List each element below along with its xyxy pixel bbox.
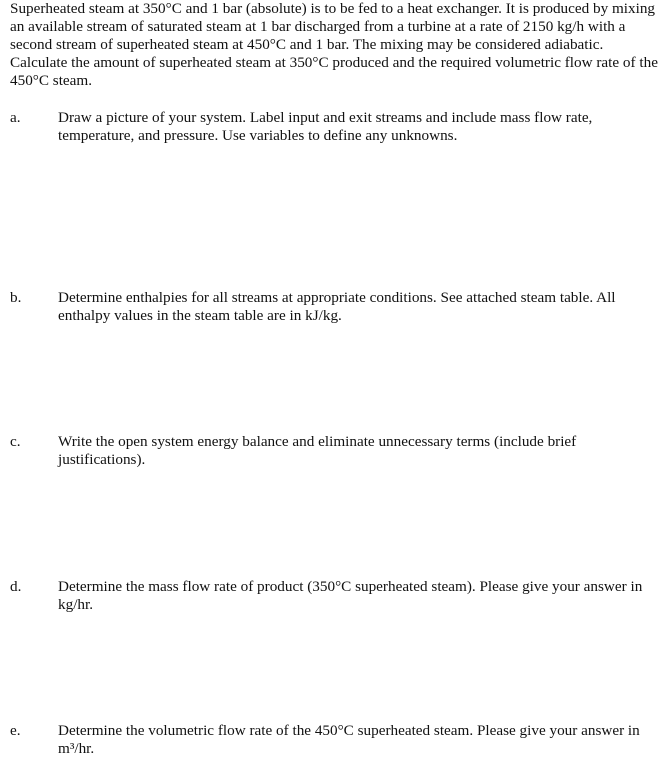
question-b-letter: b. xyxy=(10,289,22,306)
question-e-letter: e. xyxy=(10,722,21,739)
question-a-letter: a. xyxy=(10,109,21,126)
question-b-text: Determine enthalpies for all streams at appropriate conditions. See attached steam table. All enthalpy values in the steam table are in kJ/kg. xyxy=(58,289,616,324)
question-d-letter: d. xyxy=(10,578,22,595)
question-c-text: Write the open system energy balance and eliminate unnecessary terms (include brief justifications). xyxy=(58,433,577,468)
question-e-text: Determine the volumetric flow rate of the 450°C superheated steam. Please give your answer in m³/hr. xyxy=(58,722,640,757)
question-a-text: Draw a picture of your system. Label input and exit streams and include mass flow rate, temperature, and pressure. Use variables to define any unknowns. xyxy=(58,109,593,144)
problem-statement: Superheated steam at 350°C and 1 bar (absolute) is to be fed to a heat exchanger. It is produced by mixing an available stream of saturated steam at 1 bar discharged from a turbine at a rate of 2150 kg/h with a second stream of superheated steam at 450°C and 1 bar. The mixing may be considered adiabatic. Calculate the amount of superheated steam at 350°C produced and the required volumetric flow rate of the 450°C steam. xyxy=(10,0,658,89)
question-c-letter: c. xyxy=(10,433,21,450)
question-d-text: Determine the mass flow rate of product (350°C superheated steam). Please give your answer in kg/hr. xyxy=(58,578,643,613)
